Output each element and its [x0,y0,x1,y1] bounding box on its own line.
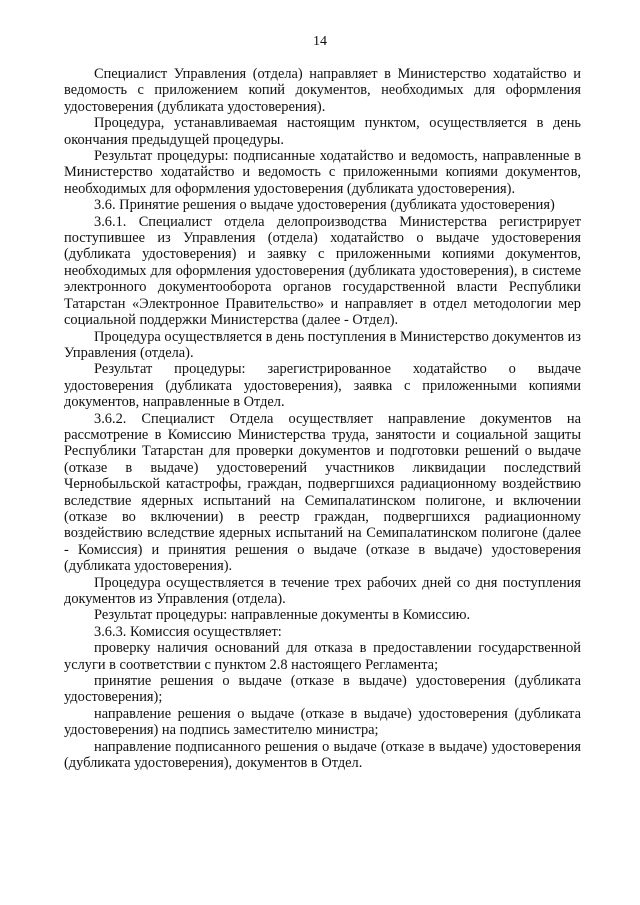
list-item-send-to-department: направление подписанного решения о выдаче (отказе в выдаче) удостоверения (дубликата удостоверения), документов в Отдел. [64,738,581,772]
paragraph-3-6-3: 3.6.3. Комиссия осуществляет: [94,623,282,640]
paragraph-procedure-timing: Процедура, устанавливаемая настоящим пунктом, осуществляется в день окончания предыдущей процедуры. [64,115,581,148]
list-item-decision: принятие решения о выдаче (отказе в выдаче) удостоверения (дубликата удостоверения); [64,673,581,706]
paragraph-3-6-1: 3.6.1. Специалист отдела делопроизводства Министерства регистрирует поступившее из Управления (отдела) ходатайство о выдаче удостоверения (дубликата удостоверения) и заявку с приложенными копиями документов, необходимых для оформления удостоверения (дубликата удостоверения), в системе электронного документооборота органов государственной власти Республики Татарстан «Электронное Правительство» и направляет в отдел методологии мер социальной поддержки Министерства (далее - Отдел). [64,213,581,329]
paragraph-3-6-2-timing: Процедура осуществляется в течение трех рабочих дней со дня поступления документов из Управления (отдела). [64,574,581,607]
page-body [64,66,581,771]
paragraph-3-6-1-timing: Процедура осуществляется в день поступления в Министерство документов из Управления (отдела). [64,328,581,361]
section-heading-3-6: 3.6. Принятие решения о выдаче удостоверения (дубликата удостоверения) [94,197,555,214]
list-item-check-grounds: проверку наличия оснований для отказа в предоставлении государственной услуги в соответствии с пунктом 2.8 настоящего Регламента; [64,640,581,673]
paragraph-procedure-result: Результат процедуры: подписанные ходатайство и ведомость, направленные в Министерство ходатайство и ведомость с приложенными копиями документов, необходимых для оформления удостоверения (дубликата удостоверения). [64,148,581,197]
paragraph-3-6-2-result: Результат процедуры: направленные документы в Комиссию. [94,607,471,624]
list-item-send-for-signature: направление решения о выдаче (отказе в выдаче) удостоверения (дубликата удостоверения) на подпись заместителю министра; [64,705,581,739]
page-number: 14 [313,34,327,49]
paragraph-3-6-1-result: Результат процедуры: зарегистрированное ходатайство о выдаче удостоверения (дубликата удостоверения), заявка с приложенными копиями документов, направленные в Отдел. [64,361,581,411]
paragraph-3-6-2: 3.6.2. Специалист Отдела осуществляет направление документов на рассмотрение в Комиссию Министерства труда, занятости и социальной защиты Республики Татарстан для проверки документов и подготовки решений о выдаче (отказе в выдаче) удостоверений участников ликвидации последствий Чернобыльской катастрофы, граждан, подвергшихся радиационному воздействию вследствие ядерных испытаний на Семипалатинском полигоне, и включении (отказе во включении) в реестр граждан, подвергшихся радиационному воздействию вследствие ядерных испытаний на Семипалатинском полигоне (далее - Комиссия) и принятия решения о выдаче (отказе в выдаче) удостоверения (дубликата удостоверения). [64,410,581,575]
paragraph-specialist-sends: Специалист Управления (отдела) направляет в Министерство ходатайство и ведомость с приложением копий документов, необходимых для оформления удостоверения (дубликата удостоверения). [64,66,581,115]
